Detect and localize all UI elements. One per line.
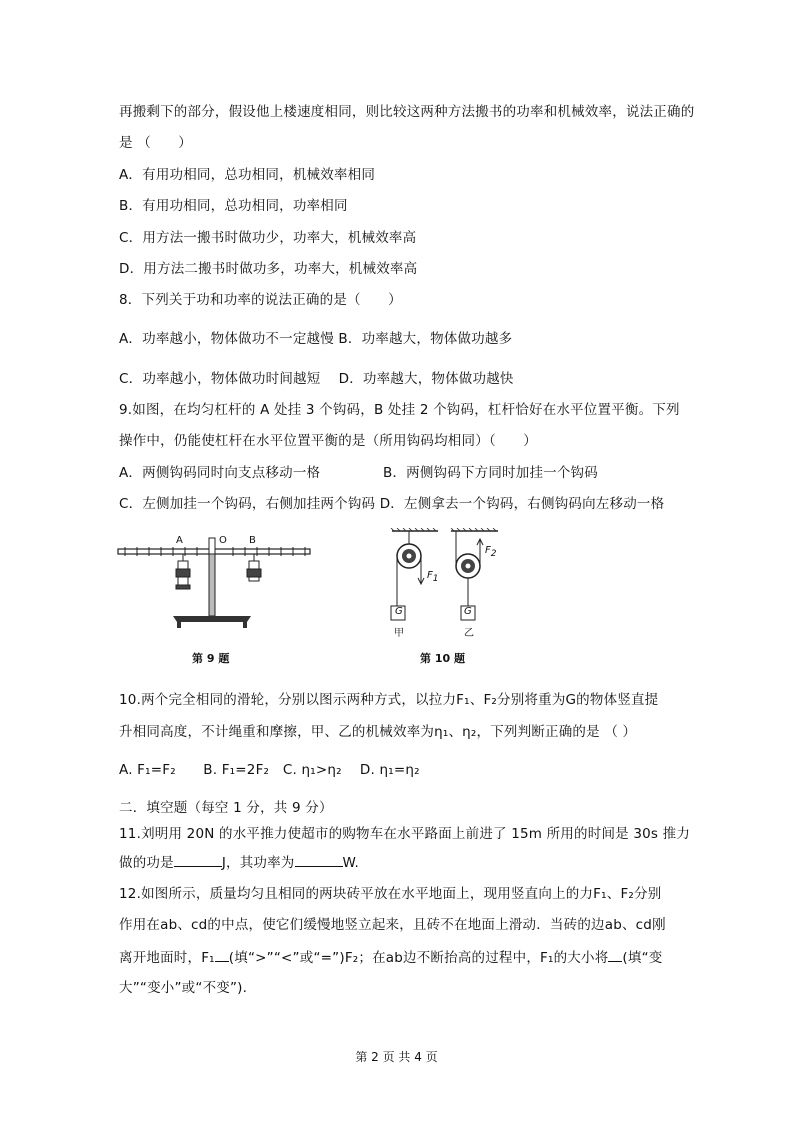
q8-options-row1: A．功率越小，物体做功不一定越慢 B．功率越大，物体做功越多 <box>119 331 513 347</box>
q8-options-row2: C．功率越小，物体做功时间越短 D．功率越大，物体做功越快 <box>119 371 514 387</box>
lever-label-o: O <box>219 535 227 546</box>
lever-label-a: A <box>176 535 183 546</box>
q11-blank-work[interactable] <box>174 852 222 867</box>
q12-stem-line2: 作用在ab、cd的中点，使它们缓慢地竖立起来，且砖不在地面上滑动．当砖的边ab、cd刚 <box>119 917 666 933</box>
q11-stem-line2: 做的功是 J，其功率为 W. <box>119 852 359 873</box>
q12-stem-line3: 离开地面时，F₁ (填“>”“<”或“=”)F₂；在ab边不断抬高的过程中，F₁的大小将 (填“变 <box>119 947 662 968</box>
q11-stem-line1: 11.刘明用 20N 的水平推力使超市的购物车在水平路面上前进了 15m 所用的时间是 30s 推力 <box>119 826 691 842</box>
q7-option-c: C．用方法一搬书时做功少，功率大，机械效率高 <box>119 230 417 246</box>
q10-stem-line2: 升相同高度，不计绳重和摩擦，甲、乙的机械效率为η₁、η₂，下列判断正确的是 （ ） <box>119 724 637 740</box>
pulley-label-jia: 甲 <box>394 628 404 639</box>
q8-stem: 8．下列关于功和功率的说法正确的是（ ） <box>119 292 402 308</box>
q10-options: A. F₁=F₂ B. F₁=2F₂ C. η₁>η₂ D. η₁=η₂ <box>119 762 420 778</box>
q12-blank-compare[interactable] <box>215 947 229 962</box>
q7-option-a: A．有用功相同，总功相同，机械效率相同 <box>119 167 376 183</box>
lever-label-b: B <box>249 535 256 546</box>
q11-blank-power[interactable] <box>295 852 343 867</box>
force-f1-label: $F_1$ <box>427 570 439 584</box>
force-f2-label: $F_2$ <box>485 545 497 559</box>
q12-stem-line4: 大”“变小”或“不变”). <box>119 980 248 996</box>
figure-9-caption: 第 9 题 <box>192 652 230 665</box>
q7-option-b: B．有用功相同，总功相同，功率相同 <box>119 198 348 214</box>
q12-stem-line1: 12.如图所示，质量均匀且相同的两块砖平放在水平地面上，现用竖直向上的力F₁、F₂分别 <box>119 886 662 902</box>
q9-options-row2: C．左侧加挂一个钩码，右侧加挂两个钩码 D．左侧拿去一个钩码，右侧钩码向左移动一格 <box>119 496 665 512</box>
section-2-title: 二．填空题（每空 1 分，共 9 分） <box>119 800 333 816</box>
pulley-g-label-1: G <box>395 606 403 617</box>
q12-blank-change[interactable] <box>608 947 622 962</box>
q7-stem-line1: 再搬剩下的部分，假设他上楼速度相同，则比较这两种方法搬书的功率和机械效率，说法正确的 <box>119 104 695 120</box>
q9-stem-line1: 9.如图，在均匀杠杆的 A 处挂 3 个钩码，B 处挂 2 个钩码，杠杆恰好在水平位置平衡。下列 <box>119 402 680 418</box>
pulley-label-yi: 乙 <box>464 628 474 639</box>
q9-option-b: B．两侧钩码下方同时加挂一个钩码 <box>383 465 598 481</box>
q7-stem-line2: 是 （ ） <box>119 135 192 151</box>
pulley-g-label-2: G <box>464 606 472 617</box>
figure-10-caption: 第 10 题 <box>420 652 465 665</box>
q9-stem-line2: 操作中，仍能使杠杆在水平位置平衡的是（所用钩码均相同）（ ） <box>119 433 537 449</box>
lever-figure <box>115 530 315 636</box>
page-footer: 第 2 页 共 4 页 <box>355 1050 438 1064</box>
q10-stem-line1: 10.两个完全相同的滑轮，分别以图示两种方式，以拉力F₁、F₂分别将重为G的物体竖直提 <box>119 692 659 708</box>
q7-option-d: D．用方法二搬书时做功多，功率大，机械效率高 <box>119 261 418 277</box>
q9-option-a: A．两侧钩码同时向支点移动一格 <box>119 465 321 481</box>
